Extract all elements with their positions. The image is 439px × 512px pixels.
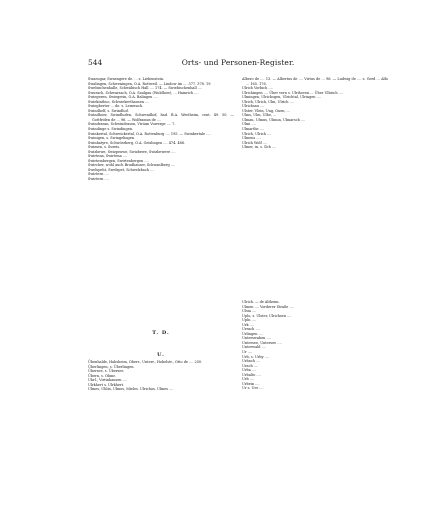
index-entry: Ulmer, in, s. Ilch .... <box>242 145 277 150</box>
index-entry: Urach .... <box>242 363 259 368</box>
index-entry: Urrach .... <box>242 327 260 332</box>
index-entry: Swalingen, Schweningen, O.A. Rottweil. — Lindow im .... 377. 378. 19. <box>88 81 212 86</box>
index-entry: Swinbatyre, Schwörzberg, O.A. Geislingen .... 474. 486. <box>88 140 186 145</box>
index-entry: Swebischenhalle, Schwäbisch Hall .... 174. — Swiebischenhall .... <box>88 86 203 91</box>
index-entry: Ulmes, Uhlin, Ulmes, Mieles. Ulrichus, Ulmes .... <box>88 387 174 392</box>
index-entry: Ulmens .... <box>242 136 261 141</box>
index-entry: Urb, s. Urby .... <box>242 354 270 359</box>
index-entry: Übern, s. Ohmr. <box>88 373 116 378</box>
index-entry: Ulrichsau .... <box>242 104 265 109</box>
index-entry: Uplo, s. Ulster, Ulrichsen .... <box>242 313 292 318</box>
right-column-lower <box>242 300 388 391</box>
index-entry: Ulrichingen .... Über vern s. Ulrihoven ... Über Ulbrich .... <box>242 90 344 95</box>
index-entry: Swinigen, s. Swingelingen. <box>88 136 136 141</box>
index-entry: Ulmen .... Vorderer Straße .... <box>242 304 294 309</box>
index-entry: Ur s. Uer .... <box>242 386 264 391</box>
index-entry: Untersee, Untersee .... <box>242 340 282 345</box>
index-entry: Swircher, wohl auch Brudhauser, Schwanlberg .... <box>88 163 176 168</box>
index-entry: Swurach, Schwarzach, O.A. Saulgau (Wuldhow), ... Hainrich .... <box>88 90 199 95</box>
index-entry: Swindhelf, s. Swindhof. <box>88 108 129 113</box>
section-divider-u: U. <box>157 352 165 358</box>
left-column-top <box>88 77 234 182</box>
index-entry: Ulrich Vorbich .... <box>242 86 273 91</box>
index-entry: Urlingen .... <box>242 331 263 336</box>
index-entry: Swindraran, Schwindrasen, Virium Vuwerge .... 7. <box>88 122 176 127</box>
index-entry: Swirtern .... <box>88 172 109 177</box>
index-entry: Swinkertal, Schweickertal, O.A. Rottenburg .... 195. — Swinkertale .... <box>88 131 211 136</box>
index-entry: Überlingen, s. Überlingen. <box>88 364 135 369</box>
index-entry: Swaeugar, Swaengere de. . . s. Liebenstein. <box>88 77 165 81</box>
left-column-bottom <box>88 360 234 392</box>
index-entry: Ulsia .... <box>242 309 257 314</box>
index-entry: Swirtern .... <box>88 177 109 182</box>
page-number: 544 <box>88 58 103 67</box>
index-entry: Ur .... <box>242 350 253 355</box>
index-entry: Ulrich. — de Altheim. <box>242 300 280 304</box>
index-entry: Urba .... <box>242 368 257 373</box>
index-entry: Übenhalde, Habsheim, Oberr., Unterr., Hobelstr., Otto de .... 250. <box>88 360 203 364</box>
index-entry: Swiegberter ... de. s. Lemwach. <box>88 104 144 109</box>
page-title: Orts- und Personen-Register. <box>181 58 295 67</box>
index-entry: Ulrkhert s. Ulrkhert. <box>88 382 125 387</box>
index-entry: Unterswaben .... <box>242 336 271 341</box>
section-divider-td: T. D. <box>152 330 170 336</box>
index-entry: Ulmingen, Ulrichsgen, Ulrichtal, Ulringen .... <box>242 95 321 100</box>
index-entry: Swindinge s. Swindingen. <box>88 127 134 132</box>
index-entry: Ulrich, Ulrich .... <box>242 131 272 136</box>
index-entry: Albero de .... 13. — Albertus de .... Virtus de ... 96. — Ludwig de .... s. Gerd ... Alfo ... 165. 176. <box>242 77 388 86</box>
index-entry: Swindhoer, Swindhofen, Schwendhof, bad. B.A. Wertheim, cent. 49. 50. — Gottfriden de ... 96. — Wolframus de .... <box>88 113 234 122</box>
index-entry: Urbalto .... <box>242 372 261 377</box>
index-entry: Urbach .... <box>242 359 261 364</box>
middle-column <box>242 77 388 150</box>
index-entry: Übersee, s. Übersee. <box>88 369 125 374</box>
index-entry: Urb .... <box>242 377 255 382</box>
index-entry: Ulrich, Ulrich, Ulm, Ulrich .... <box>242 99 294 104</box>
page-header <box>88 58 388 70</box>
index-entry: Ulmarthe .... <box>242 127 265 132</box>
index-entry: Swelspeht, Swelspet, Schwelzbach .... <box>88 167 155 172</box>
index-entry: Swirtena, Swirtena .... <box>88 154 128 159</box>
index-entry: Swirtembergen, Swirtenbergen .... <box>88 158 149 163</box>
index-entry: Swimen, s. Sureis. <box>88 145 121 150</box>
index-entry: Swizbewe, Swizpeuwe, Swizbewe, Swizbewere .... <box>88 149 176 154</box>
index-entry: Uhrl., Virtinhausen .... <box>88 378 127 383</box>
index-entry: Ulmau, Ulmus, Ulmun, Ulmarsch .... <box>242 117 306 122</box>
index-entry: Swiekinthuc, Schwiekerthausen .... <box>88 99 150 104</box>
index-entry: Ulrich Wolf .... <box>242 140 268 145</box>
index-entry: Urk .... <box>242 322 255 327</box>
index-entry: Unterwald .... <box>242 345 266 350</box>
index-entry: Ulmi .... <box>242 122 256 127</box>
index-entry: Swiegeren, Swiegerin, O.A. Balingen .... <box>88 95 158 100</box>
index-entry: Ulster, Vlein, Ung, Ouen, ... <box>242 108 290 113</box>
index-entry: Upln .... <box>242 318 256 323</box>
index-entry: Ulms, Ulm, Ulbe, ... <box>242 113 277 118</box>
index-entry: Urbein .... <box>242 381 260 386</box>
